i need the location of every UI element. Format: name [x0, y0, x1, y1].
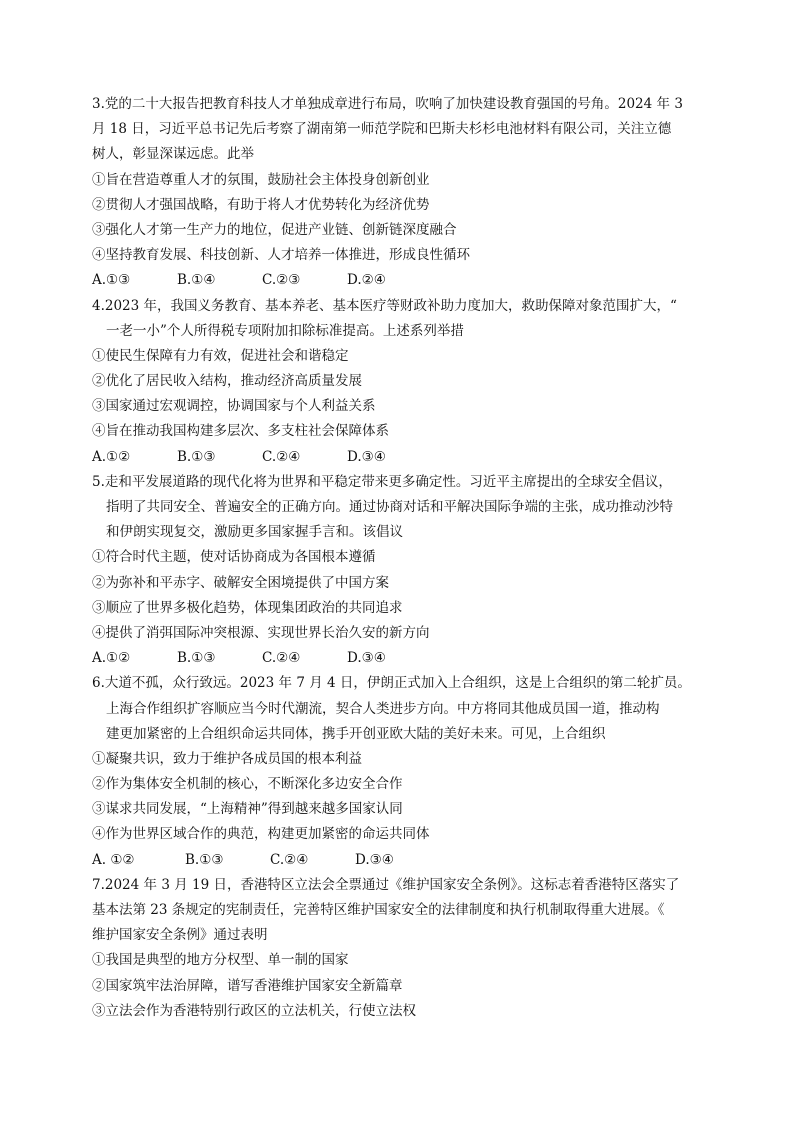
- question-stem-line: 7.2024 年 3 月 19 日，香港特区立法会全票通过《维护国家安全条例》。这标志着香港特区落实了: [92, 876, 680, 893]
- answer-option[interactable]: B.①③: [185, 851, 224, 868]
- question-stem-line: 6.大道不孤，众行致远。2023 年 7 月 4 日，伊朗正式加入上合组织，这是上合组织的第二轮扩员。: [92, 675, 691, 692]
- answer-option[interactable]: C.②④: [262, 650, 301, 667]
- question-list: [92, 92, 704, 1024]
- question-stem-line: 月 18 日，习近平总书记先后考察了湖南第一师范学院和巴斯夫杉杉电池材料有限公司，关注立德: [92, 121, 672, 138]
- answer-option[interactable]: D.③④: [347, 448, 386, 465]
- statement-item: ②贯彻人才强国战略，有助于将人才优势转化为经济优势: [92, 196, 430, 213]
- statement-item: ①我国是典型的地方分权型、单一制的国家: [92, 952, 349, 969]
- statement-item: ②国家筑牢法治屏障，谱写香港维护国家安全新篇章: [92, 977, 403, 994]
- answer-option[interactable]: A.①②: [92, 448, 131, 465]
- statement-item: ③国家通过宏观调控，协调国家与个人利益关系: [92, 398, 376, 415]
- answer-option[interactable]: A.①②: [92, 650, 131, 667]
- question-stem-line: 建更加紧密的上合组织命运共同体，携手开创亚欧大陆的美好未来。可见，上合组织: [106, 725, 606, 742]
- statement-item: ①旨在营造尊重人才的氛围，鼓励社会主体投身创新创业: [92, 171, 430, 188]
- answer-option[interactable]: C.②④: [270, 851, 309, 868]
- answer-option[interactable]: A.①③: [92, 272, 131, 289]
- question-stem-line: 指明了共同安全、普遍安全的正确方向。通过协商对话和平解决国际争端的主张，成功推动沙特: [106, 499, 673, 515]
- answer-options: [92, 646, 704, 671]
- question-stem-line: 4.2023 年，我国义务教育、基本养老、基本医疗等财政补助力度加大，救助保障对象范围扩大，“: [92, 297, 677, 314]
- question-stem-line: 和伊朗实现复交，激励更多国家握手言和。该倡议: [106, 524, 403, 541]
- question-block: [92, 873, 704, 1024]
- question-stem-line: 维护国家安全条例》通过表明: [92, 927, 268, 944]
- question-stem-line: 5.走和平发展道路的现代化将为世界和平稳定带来更多确定性。习近平主席提出的全球安全倡议，: [92, 473, 672, 490]
- answer-options: [92, 445, 704, 470]
- statement-item: ④坚持教育发展、科技创新、人才培养一体推进，形成良性循环: [92, 247, 470, 264]
- statement-item: ②为弥补和平赤字、破解安全困境提供了中国方案: [92, 574, 389, 591]
- statement-item: ①符合时代主题，使对话协商成为各国根本遵循: [92, 549, 376, 566]
- question-stem-line: 上海合作组织扩容顺应当今时代潮流，契合人类进步方向。中方将同其他成员国一道，推动构: [106, 700, 660, 717]
- answer-option[interactable]: D.②④: [347, 272, 386, 289]
- question-block: [92, 671, 704, 873]
- statement-item: ①凝聚共识，致力于维护各成员国的根本利益: [92, 750, 362, 767]
- statement-item: ③立法会作为香港特别行政区的立法机关，行使立法权: [92, 1002, 416, 1019]
- statement-item: ③强化人才第一生产力的地位，促进产业链、创新链深度融合: [92, 221, 457, 238]
- statement-item: ④提供了消弭国际冲突根源、实现世界长治久安的新方向: [92, 624, 430, 641]
- answer-option[interactable]: B.①④: [177, 272, 216, 289]
- question-block: [92, 92, 704, 294]
- answer-option[interactable]: C.②③: [262, 272, 301, 289]
- answer-options: [92, 848, 704, 873]
- statement-item: ④作为世界区域合作的典范，构建更加紧密的命运共同体: [92, 826, 430, 843]
- question-block: [92, 294, 704, 470]
- question-stem-line: 一老一小”个人所得税专项附加扣除标准提高。上述系列举措: [106, 322, 464, 339]
- answer-option[interactable]: D.③④: [347, 650, 386, 667]
- statement-item: ④旨在推动我国构建多层次、多支柱社会保障体系: [92, 423, 389, 440]
- question-block: [92, 470, 704, 672]
- statement-item: ②作为集体安全机制的核心，不断深化多边安全合作: [92, 776, 403, 793]
- question-stem-line: 树人，彰显深谋远虑。此举: [92, 146, 254, 163]
- answer-option[interactable]: D.③④: [355, 851, 394, 868]
- statement-item: ③顺应了世界多极化趋势，体现集团政治的共同追求: [92, 599, 403, 616]
- answer-option[interactable]: C.②④: [262, 448, 301, 465]
- question-stem-line: 基本法第 23 条规定的宪制责任，完善特区维护国家安全的法律制度和执行机制取得重大进展。《: [92, 902, 665, 918]
- statement-item: ③谋求共同发展，“上海精神”得到越来越多国家认同: [92, 801, 403, 818]
- answer-option[interactable]: B.①③: [177, 448, 216, 465]
- question-stem-line: 3.党的二十大报告把教育科技人才单独成章进行布局，吹响了加快建设教育强国的号角。2024 年 3: [92, 96, 683, 112]
- answer-option[interactable]: A. ①②: [92, 851, 135, 868]
- statement-item: ①使民生保障有力有效，促进社会和谐稳定: [92, 347, 349, 364]
- answer-option[interactable]: B.①③: [177, 650, 216, 667]
- answer-options: [92, 268, 704, 293]
- statement-item: ②优化了居民收入结构，推动经济高质量发展: [92, 373, 362, 390]
